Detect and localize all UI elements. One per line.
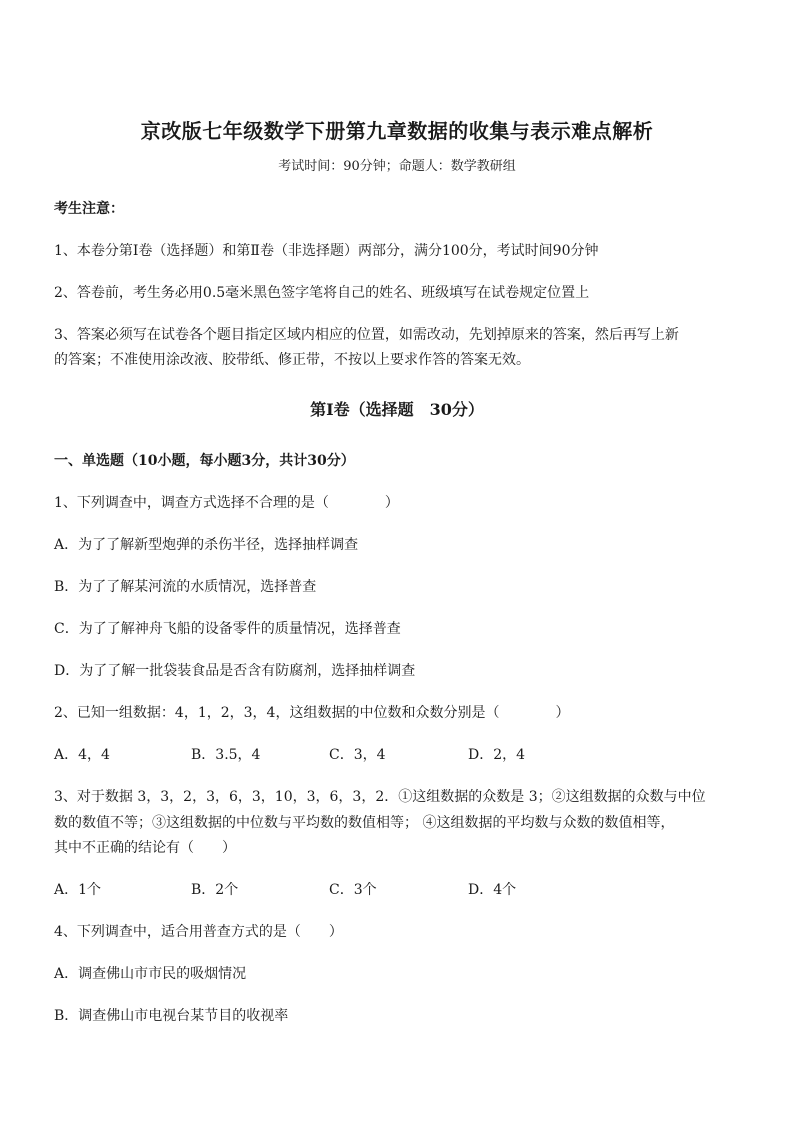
notice-item-1: 1、本卷分第Ⅰ卷（选择题）和第Ⅱ卷（非选择题）两部分，满分100分，考试时间90分钟 xyxy=(54,243,599,259)
question-3-option-a: A．1个 xyxy=(54,882,102,898)
question-4-option-a: A．调查佛山市市民的吸烟情况 xyxy=(54,966,247,982)
question-2-option-d: D．2，4 xyxy=(468,747,526,763)
question-3-stem-line-3: 其中不正确的结论有（ ） xyxy=(54,840,236,856)
question-2-option-c: C．3，4 xyxy=(329,747,386,763)
section-title: 第Ⅰ卷（选择题 30分） xyxy=(310,400,484,419)
question-2-stem: 2、已知一组数据：4，1，2，3，4，这组数据的中位数和众数分别是（ ） xyxy=(54,705,570,721)
notice-heading: 考生注意： xyxy=(54,201,124,217)
question-3-option-b: B．2个 xyxy=(191,882,239,898)
question-1-option-b: B．为了了解某河流的水质情况，选择普查 xyxy=(54,579,317,595)
notice-item-3-continued: 的答案；不准使用涂改液、胶带纸、修正带，不按以上要求作答的答案无效。 xyxy=(54,352,530,368)
question-2-option-a: A．4，4 xyxy=(54,747,110,763)
question-1-stem: 1、下列调查中，调查方式选择不合理的是（ ） xyxy=(54,495,399,511)
question-1-option-d: D．为了了解一批袋装食品是否含有防腐剂，选择抽样调查 xyxy=(54,663,416,679)
question-2-option-b: B．3.5，4 xyxy=(191,747,261,763)
question-3-option-c: C．3个 xyxy=(329,882,377,898)
notice-item-2: 2、答卷前，考生务必用0.5毫米黑色签字笔将自己的姓名、班级填写在试卷规定位置上 xyxy=(54,285,590,301)
question-4-option-b: B．调查佛山市电视台某节目的收视率 xyxy=(54,1008,289,1024)
question-3-stem-line-2: 数的数值不等；③这组数据的中位数与平均数的数值相等； ④这组数据的平均数与众数的数值相等， xyxy=(54,815,675,831)
page-title: 京改版七年级数学下册第九章数据的收集与表示难点解析 xyxy=(140,119,654,143)
notice-item-3: 3、答案必须写在试卷各个题目指定区域内相应的位置，如需改动，先划掉原来的答案，然后再写上新 xyxy=(54,327,679,343)
question-3-stem-line-1: 3、对于数据 3，3，2，3，6，3，10，3，6，3，2．①这组数据的众数是 3；②这组数据的众数与中位 xyxy=(54,789,706,805)
question-3-option-d: D．4个 xyxy=(468,882,517,898)
exam-info: 考试时间：90分钟；命题人：数学教研组 xyxy=(278,159,516,174)
question-1-option-c: C．为了了解神舟飞船的设备零件的质量情况，选择普查 xyxy=(54,621,401,637)
question-1-option-a: A．为了了解新型炮弹的杀伤半径，选择抽样调查 xyxy=(54,537,359,553)
part-heading: 一、单选题（10小题，每小题3分，共计30分） xyxy=(54,453,355,469)
question-4-stem: 4、下列调查中，适合用普查方式的是（ ） xyxy=(54,924,343,940)
